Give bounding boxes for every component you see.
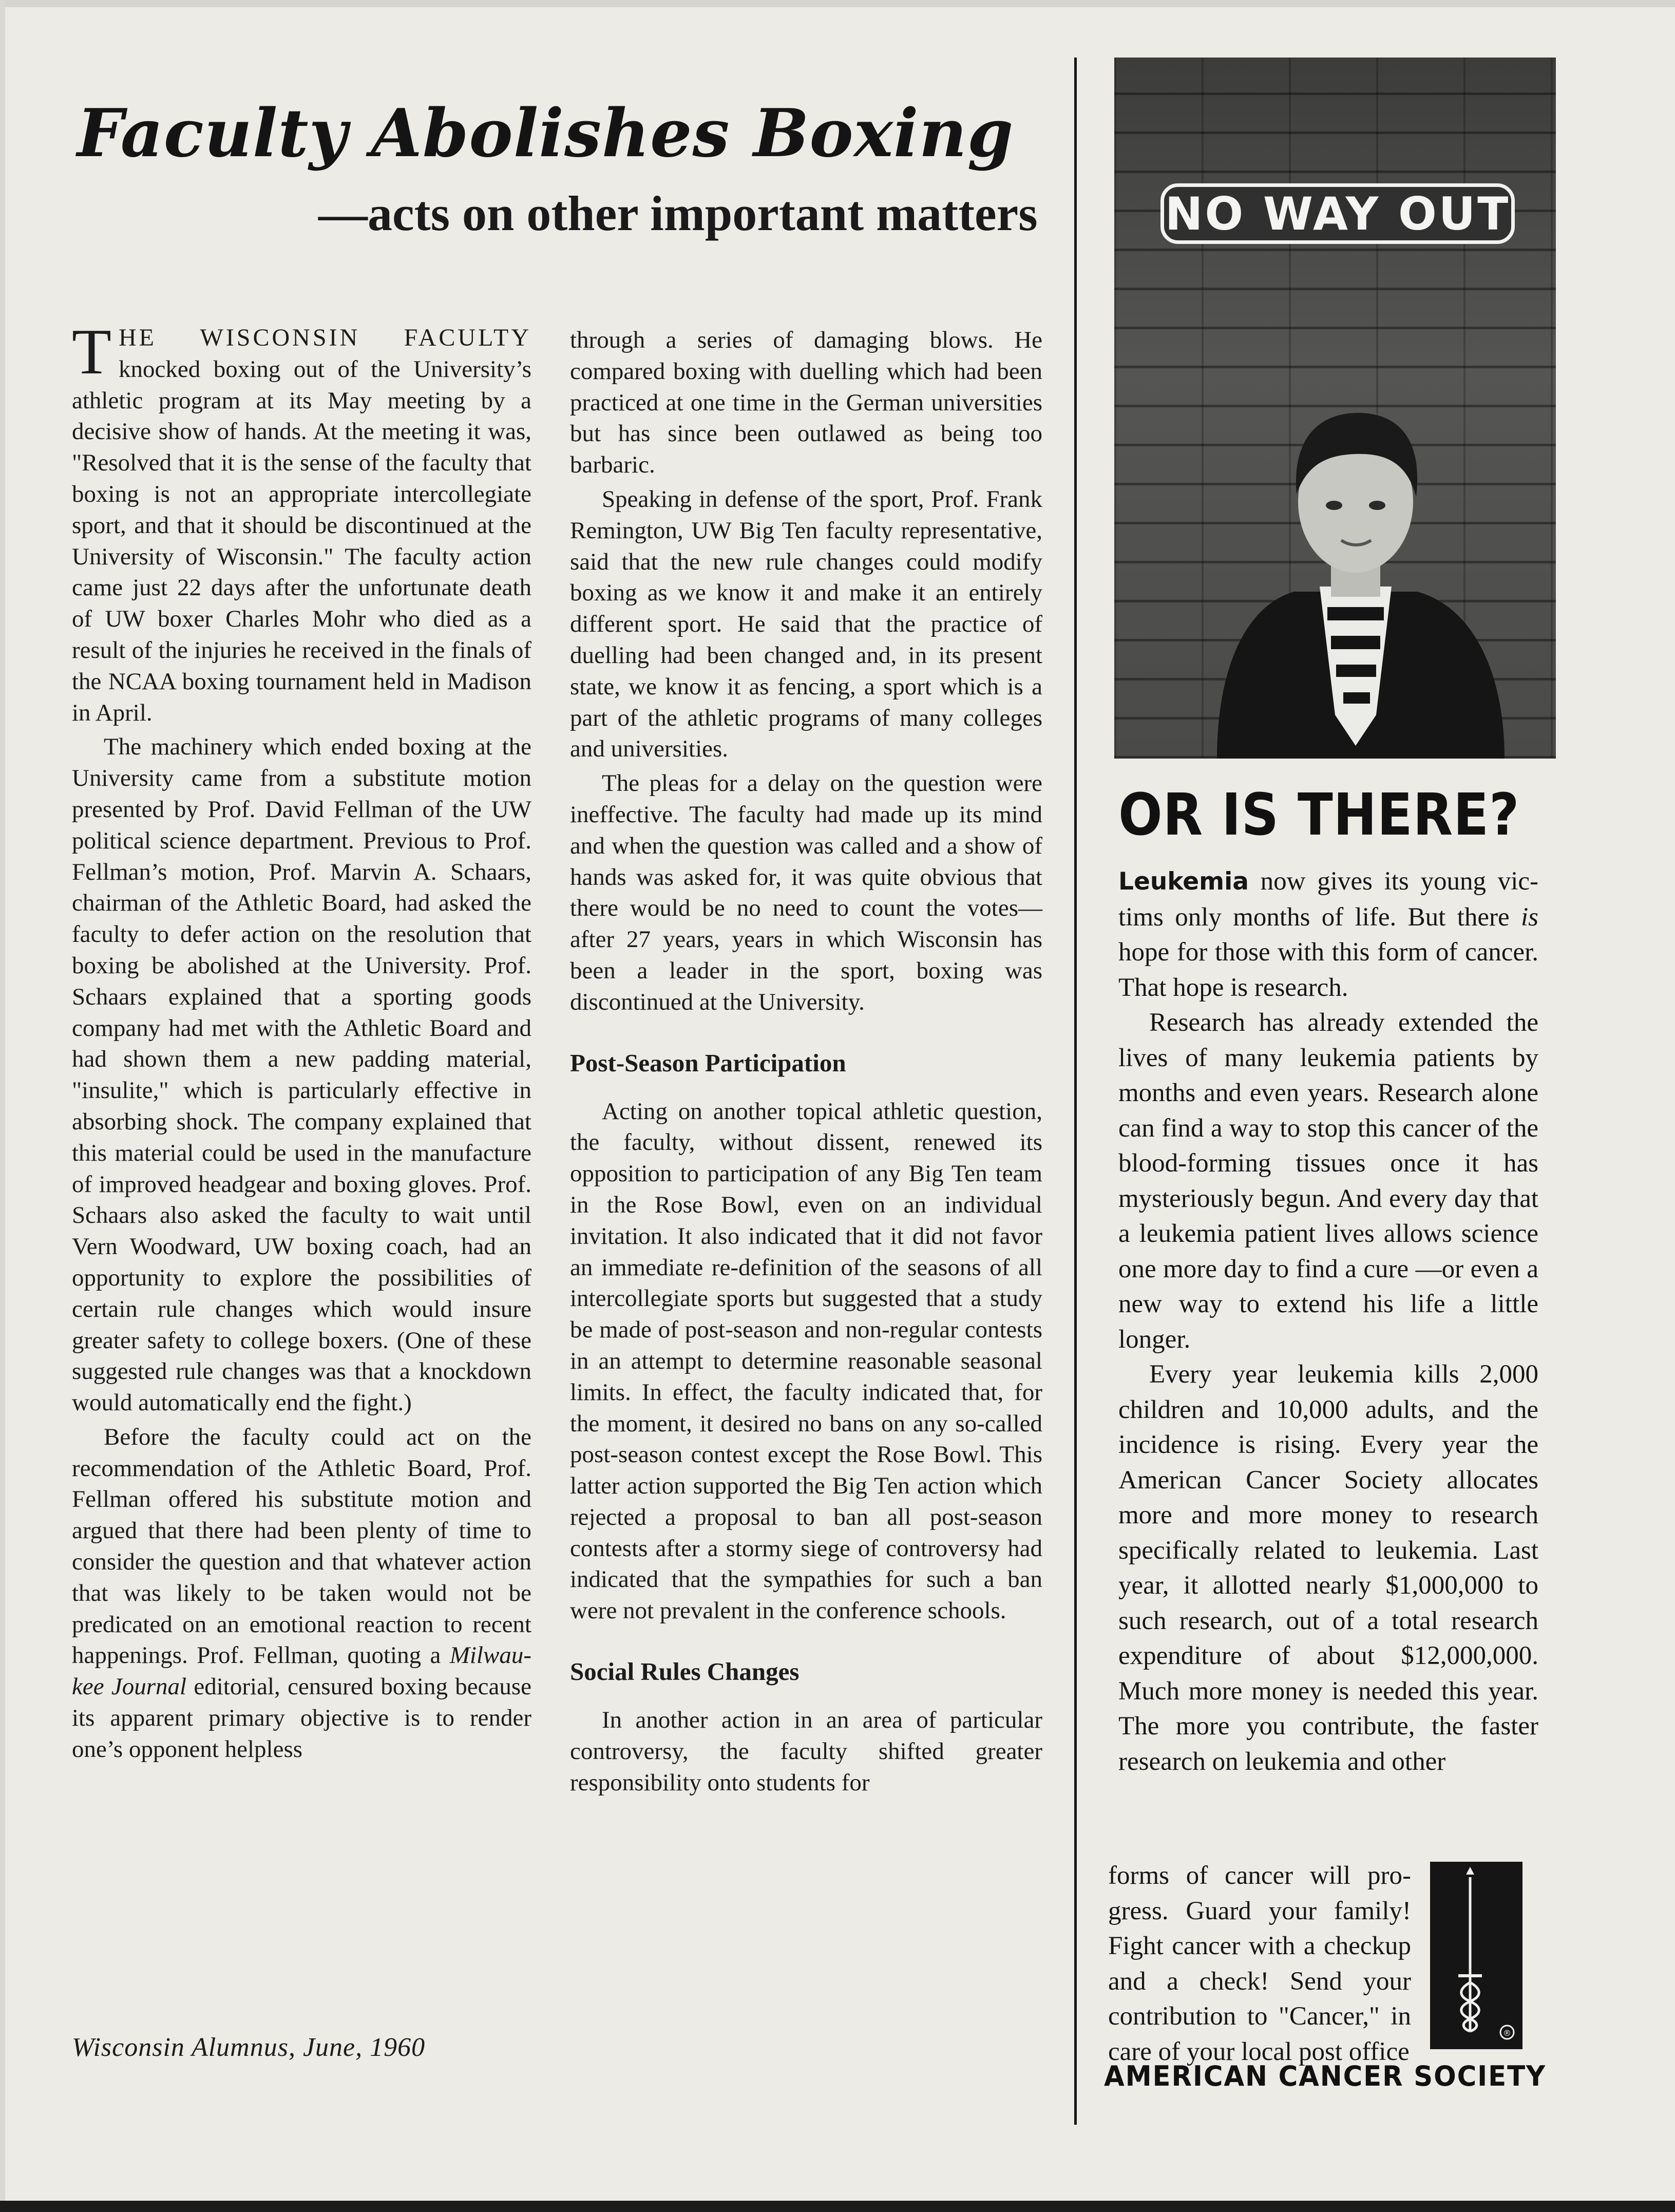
registered-mark: ®: [1503, 2028, 1511, 2038]
ad-sponsor: AMERICAN CANCER SOCIETY: [1104, 2060, 1547, 2092]
article-paragraph-lead: [72, 316, 531, 728]
ad-headline: OR IS THERE?: [1118, 782, 1520, 848]
section-heading-social-rules: Social Rules Changes: [570, 1657, 800, 1686]
article-paragraph: Speaking in defense of the sport, Prof. Frank Remington, UW Big Ten faculty representative, said that the new rule changes could modify boxing as we know it and make it an entirely different sport. He said that the practice of duelling had been changed and, in its present state, we know it as fencing, a sport which is a part of the athletic programs of many colleges and universities.: [570, 485, 1042, 763]
article-paragraph-continued: through a series of damaging blows. He compared boxing with duelling which had been practiced at one time in the German universities but has since been outlawed as being too barbaric.: [570, 327, 1042, 479]
ad-emphasis: is: [1520, 902, 1538, 932]
column-divider: [1074, 58, 1077, 2125]
drop-cap: T: [72, 316, 111, 388]
lead-caps: HE WISCONSIN FACULTY: [118, 324, 531, 351]
ad-photo: [1114, 58, 1556, 759]
article-paragraph: [72, 1422, 531, 1765]
section-heading-post-season: Post-Season Participation: [570, 1048, 846, 1077]
publication-credit: Wisconsin Alumnus, June, 1960: [72, 2033, 426, 2062]
lead-text: knocked boxing out of the University’s athletic program at its May meeting by a decisive show of hands. At the meeting it was, "Resolved that it is the sense of the faculty that boxing is not an appropriate intercollegiate sport, and that it should be discontinued at the University of Wisconsin." The faculty action came just 22 days after the unfortunate death of UW boxer Charles Mohr who died as a result of the injuries he received in the finals of the NCAA boxing tournament held in Madison in April.: [72, 355, 531, 726]
newspaper-title: Milwaukee Journal: [72, 1642, 531, 1700]
ad-text: now gives its young victims only months of life. But there: [1118, 867, 1538, 932]
ad-paragraph: [1118, 864, 1538, 1005]
ad-paragraph: forms of cancer will progress. Guard your family! Fight cancer with a checkup and a check! Send your contribution to "Cancer," in care of your local post office: [1108, 1861, 1411, 2066]
paragraph-text: Before the faculty could act on the recommendation of the Athletic Board, Prof. Fellman offered his substitute motion and argued that there had been plenty of time to consider the question and that whatever action that was likely to be taken would not be predicated on an emotional reaction to recent happenings. Prof. Fellman, quoting a: [72, 1423, 531, 1669]
ad-paragraph: Every year leukemia kills 2,000 children and 10,000 adults, and the incidence is rising. Every year the American Cancer Society allocates more and more money to research specifically related to leukemia. Last year, it allotted nearly $1,000,000 to such research, out of a total research expenditure of about $12,000,000. Much more money is needed this year. The more you contribute, the faster research on leukemia and other: [1118, 1360, 1538, 1776]
article-subtitle: —acts on other important matters: [318, 186, 1038, 241]
article-column-1: [72, 316, 532, 1765]
no-way-out-sign: NO WAY OUT: [1160, 183, 1515, 244]
article-column-2: [570, 325, 1042, 1798]
article-paragraph: Acting on another topical athletic question, the faculty, without dissent, renewed its opposition to participation of any Big Ten team in the Rose Bowl, even on an individual invitation. It also indicated that it did not favor an immediate re-definition of the seasons of all intercollegiate sports but suggested that a study be made of post-season and non-regular contests in an attempt to determine reasonable seasonal limits. In effect, the faculty indicated that, for the moment, it desired no bans on any so-called post-season contest except the Rose Bowl. This latter action supported the Big Ten action which rejected a proposal to ban all post-season contests after a stormy siege of controversy had indicated that the sympathies for such a ban were not prevalent in the conference schools.: [570, 1098, 1042, 1624]
sword-caduceus-icon: [1430, 1862, 1522, 2049]
ad-closing-paragraph: [1108, 1858, 1411, 2069]
ad-body: [1118, 864, 1538, 1779]
ad-paragraph: Research has already extended the lives of many leukemia patients by months and even years. Research alone can find a way to stop this cancer of the blood-forming tissues once it has mysteriously begun. And every day that a leukemia patient lives allows science one more day to find a cure —or even a new way to extend his life a little longer.: [1118, 1008, 1538, 1354]
page-edge-bottom: [0, 2201, 1675, 2212]
article-paragraph: The pleas for a delay on the question were ineffective. The faculty had made up its mind and when the question was called and a show of hands was asked for, it was quite obvious that there would be no need to count the votes— after 27 years, years in which Wisconsin has been a leader in the sport, boxing was discontinued at the University.: [570, 770, 1042, 1015]
page-edge-top: [0, 0, 1675, 7]
page-edge-left: [0, 0, 5, 2212]
article-paragraph: The machinery which ended boxing at the University came from a substitute motion presented by Prof. David Fellman of the UW political science department. Previous to Prof. Fellman’s motion, Prof. Marvin A. Schaars, chairman of the Athletic Board, had asked the faculty to defer action on the resolution that boxing be abolished at the University. Prof. Schaars explained that a sporting goods company had met with the Athletic Board and had shown them a new padding material, "insulite," which is particularly effective in absorbing shock. The company explained that this material could be used in the manufacture of improved headgear and boxing gloves. Prof. Schaars also asked the faculty to wait until Vern Woodward, UW boxing coach, had an opportunity to explore the possibilities of certain rule changes which would insure greater safety to college boxers. (One of these suggested rule changes was that a knockdown would automatically end the fight.): [72, 733, 531, 1416]
article-title: Faculty Abolishes Boxing: [77, 95, 1014, 172]
ad-lead-word: Leukemia: [1118, 867, 1249, 896]
paragraph-text: editorial, censured boxing because its apparent primary objective is to render one’s opponent helpless: [72, 1673, 532, 1763]
ad-text: hope for those with this form of cancer. That hope is research.: [1118, 938, 1538, 1002]
boy-photo: [1196, 386, 1515, 759]
article-paragraph: In another action in an area of particular controversy, the faculty shifted greater responsibility onto students for: [570, 1707, 1042, 1796]
